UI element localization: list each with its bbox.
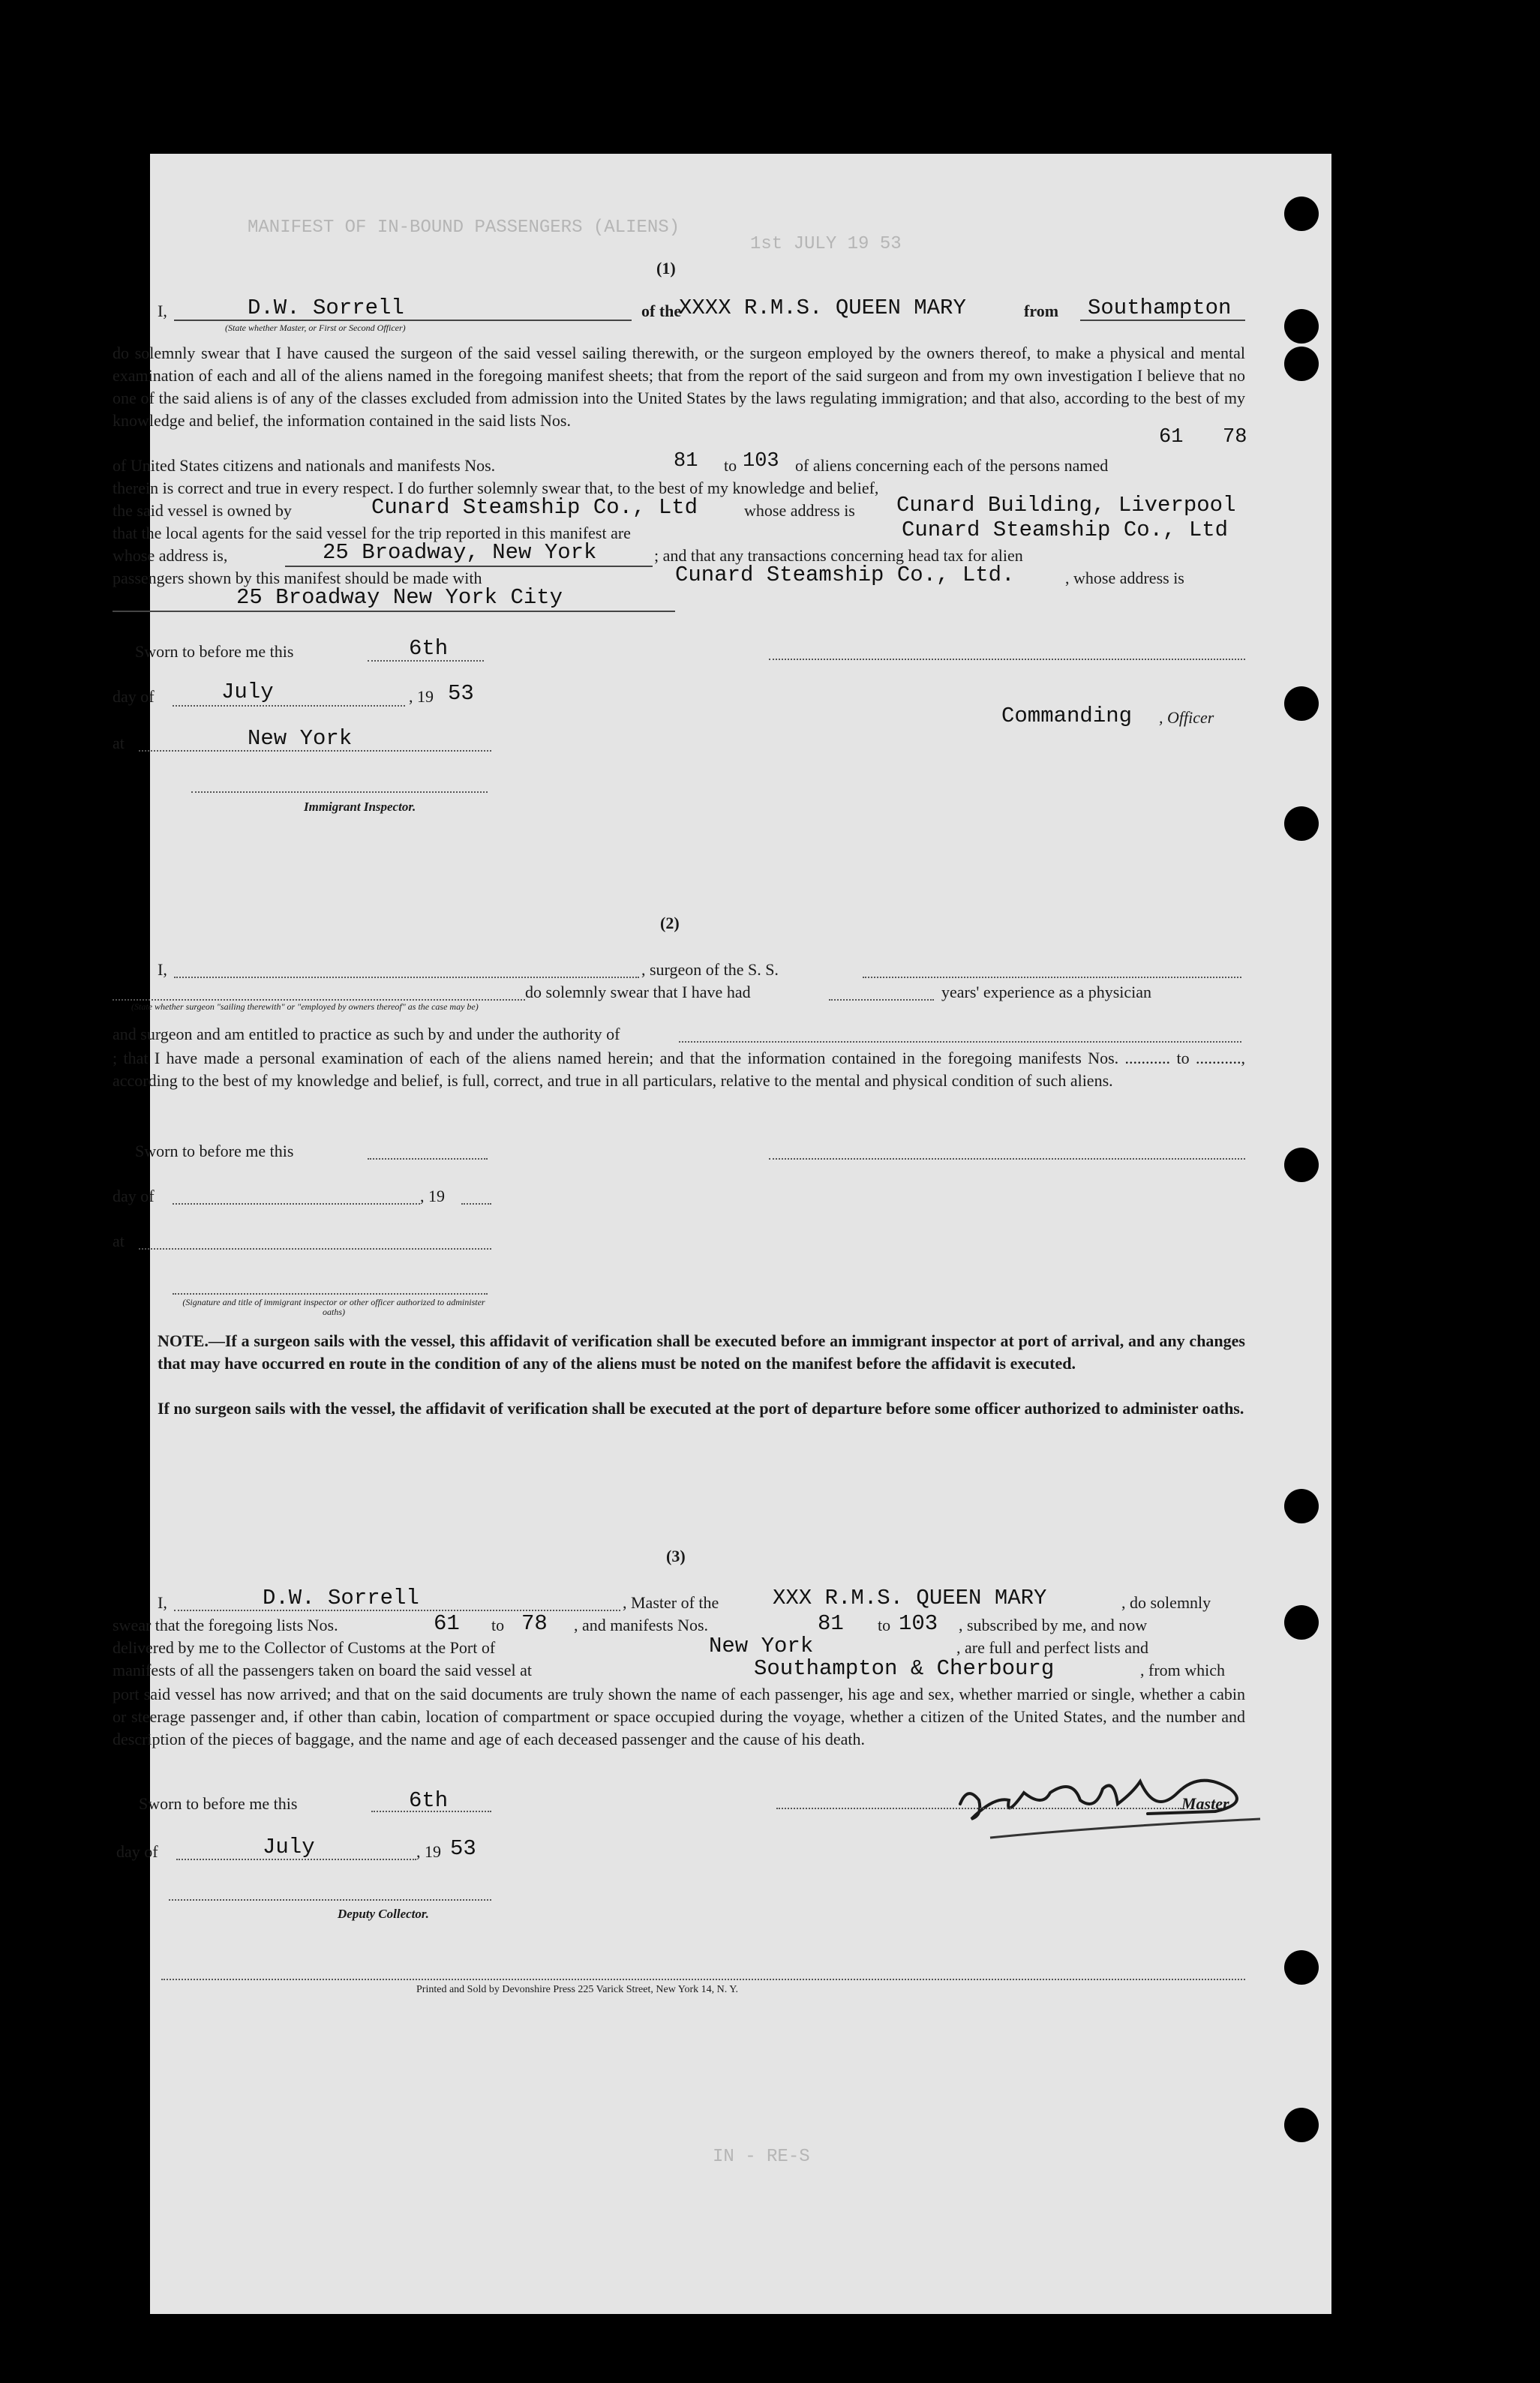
label: Sworn to before me this	[135, 1142, 294, 1160]
label: Sworn to before me this	[139, 1794, 298, 1813]
punch-hole	[1284, 1489, 1319, 1523]
sworn-day: 6th	[409, 636, 449, 661]
master-name: D.W. Sorrell	[248, 296, 404, 320]
label: Sworn to before me this	[135, 642, 294, 661]
label: , Officer	[1159, 708, 1214, 727]
commanding: Commanding	[1001, 704, 1133, 728]
label: whose address is	[744, 501, 855, 520]
label: of aliens concerning each of the persons named	[795, 456, 1109, 475]
label: , do solemnly	[1121, 1593, 1211, 1612]
label: from	[1024, 302, 1059, 320]
port-from: Southampton	[1088, 296, 1232, 320]
tax-agent: Cunard Steamship Co., Ltd.	[675, 563, 1015, 587]
punch-hole	[1284, 686, 1319, 721]
label: day of	[113, 687, 155, 706]
punch-hole	[1284, 197, 1319, 231]
manifests-to: 103	[743, 450, 779, 473]
label: I,	[158, 960, 167, 979]
note: If no surgeon sails with the vessel, the affidavit of verification shall be executed at the port of departure before some officer authorized to administer oaths.	[158, 1399, 1244, 1418]
label: day of	[113, 1187, 155, 1205]
label: manifests of all the passengers taken on board the said vessel at	[113, 1661, 533, 1679]
agents-address: 25 Broadway, New York	[323, 540, 597, 565]
lists-to: 78	[1223, 426, 1247, 449]
sworn-day: 6th	[409, 1788, 449, 1813]
manifests-from: 81	[674, 450, 698, 473]
month: July	[221, 680, 274, 704]
year: 53	[448, 681, 474, 706]
ports-from: Southampton & Cherbourg	[754, 1656, 1055, 1681]
paragraph: ; that I have made a personal examination of each of the aliens named herein; and that the information contained in the foregoing manifests Nos. ........... to ..........., according to the best of my knowledge and belief, is full, correct, and true in all particulars, relative to the mental and physical condition of such aliens.	[113, 1049, 1245, 1090]
vessel-name: XXXX R.M.S. QUEEN MARY	[679, 296, 966, 320]
faint-stamp: 1st JULY 19 53	[750, 234, 902, 254]
label: of the	[641, 302, 682, 320]
manifests-to: 103	[899, 1611, 938, 1636]
label: that the local agents for the said vessel for the trip reported in this manifest are	[113, 524, 631, 542]
label: , from which	[1140, 1661, 1226, 1679]
label: Immigrant Inspector.	[304, 800, 416, 814]
port: New York	[709, 1634, 814, 1658]
faint-stamp: IN - RE-S	[713, 2147, 810, 2167]
vessel-name: XXX R.M.S. QUEEN MARY	[773, 1586, 1047, 1610]
punch-hole	[1284, 1148, 1319, 1182]
label: the said vessel is owned by	[113, 501, 292, 520]
label: whose address is,	[113, 546, 228, 565]
year: 53	[450, 1836, 476, 1861]
label: years' experience as a physician	[941, 983, 1152, 1001]
label: I,	[158, 302, 167, 320]
label: Deputy Collector.	[338, 1907, 429, 1921]
label: , surgeon of the S. S.	[641, 960, 779, 979]
note: NOTE.—If a surgeon sails with the vessel, this affidavit of verification shall be executed before an immigrant inspector at port of arrival, and any changes that may have occurred en route in the condition of any of the aliens must be noted on the manifest before the affidavit is executed.	[158, 1331, 1245, 1373]
paragraph: do solemnly swear that I have caused the surgeon of the said vessel sailing therewith, or the surgeon employed by the owners thereof, to make a physical and mental examination of each and all of the aliens named in the foregoing manifest sheets; that from the report of the said surgeon and from my own investigation I believe that no one of the said aliens is of any of the classes excluded from admission into the United States by the laws regulating immigration; and that also, according to the best of my knowledge and belief, the information contained in the said lists Nos.	[113, 344, 1245, 430]
label: at	[113, 734, 125, 752]
label: to	[878, 1616, 891, 1634]
faint-stamp: MANIFEST OF IN-BOUND PASSENGERS (ALIENS)	[248, 218, 680, 238]
label: , and manifests Nos.	[574, 1616, 709, 1634]
label: , whose address is	[1065, 569, 1184, 587]
label: passengers shown by this manifest should be made with	[113, 569, 482, 587]
owner-address: Cunard Building, Liverpool	[896, 493, 1236, 518]
label: to	[724, 456, 737, 475]
label: , subscribed by me, and now	[959, 1616, 1148, 1634]
hint: (State whether Master, or First or Second Officer)	[225, 323, 406, 333]
label: therein is correct and true in every respect. I do further solemnly swear that, to the best of my knowledge and belief,	[113, 479, 879, 497]
manifests-from: 81	[818, 1611, 844, 1636]
hint: (State whether surgeon "sailing therewith" or "employed by owners thereof" as the case may be)	[131, 1001, 479, 1012]
section-number: (3)	[666, 1547, 686, 1565]
label: , 19	[416, 1842, 441, 1861]
agents: Cunard Steamship Co., Ltd	[902, 518, 1229, 542]
label: and surgeon and am entitled to practice as such by and under the authority of	[113, 1025, 620, 1043]
lists-from: 61	[434, 1611, 460, 1636]
punch-hole	[1284, 309, 1319, 344]
punch-hole	[1284, 347, 1319, 381]
label: Master	[1181, 1794, 1229, 1813]
section-number: (1)	[656, 259, 676, 278]
month: July	[263, 1835, 315, 1859]
label: I,	[158, 1593, 167, 1612]
punch-hole	[1284, 1605, 1319, 1640]
label: , are full and perfect lists and	[956, 1638, 1148, 1657]
label: , 19	[420, 1187, 445, 1205]
label: , Master of the	[623, 1593, 719, 1612]
punch-hole	[1284, 1950, 1319, 1985]
label: swear that the foregoing lists Nos.	[113, 1616, 338, 1634]
label: , 19	[409, 687, 434, 706]
hint: (Signature and title of immigrant inspector or other officer authorized to administer oaths)	[182, 1297, 485, 1317]
lists-to: 78	[521, 1611, 548, 1636]
place: New York	[248, 726, 353, 751]
lists-from: 61	[1159, 426, 1184, 449]
label: delivered by me to the Collector of Customs at the Port of	[113, 1638, 496, 1657]
owner: Cunard Steamship Co., Ltd	[371, 495, 698, 520]
label: to	[491, 1616, 505, 1634]
punch-hole	[1284, 806, 1319, 841]
punch-hole	[1284, 2108, 1319, 2142]
tax-address: 25 Broadway New York City	[236, 585, 563, 610]
printer-imprint: Printed and Sold by Devonshire Press 225 Varick Street, New York 14, N. Y.	[416, 1984, 739, 1995]
label: at	[113, 1232, 125, 1250]
master-name: D.W. Sorrell	[263, 1586, 419, 1610]
section-number: (2)	[660, 914, 680, 932]
paragraph: port said vessel has now arrived; and that on the said documents are truly shown the name of each passenger, his age and sex, whether married or single, whether a cabin or steerage passenger and, if other than cabin, location of compartment or space occupied during the voyage, whether a citizen of the United States, and the number and description of the pieces of baggage, and the name and age of each deceased passenger and the cause of his death.	[113, 1685, 1245, 1748]
label: do solemnly swear that I have had	[525, 983, 751, 1001]
label: day of	[116, 1842, 158, 1861]
label: ; and that any transactions concerning head tax for alien	[654, 546, 1023, 565]
label: of United States citizens and nationals and manifests Nos.	[113, 456, 496, 475]
